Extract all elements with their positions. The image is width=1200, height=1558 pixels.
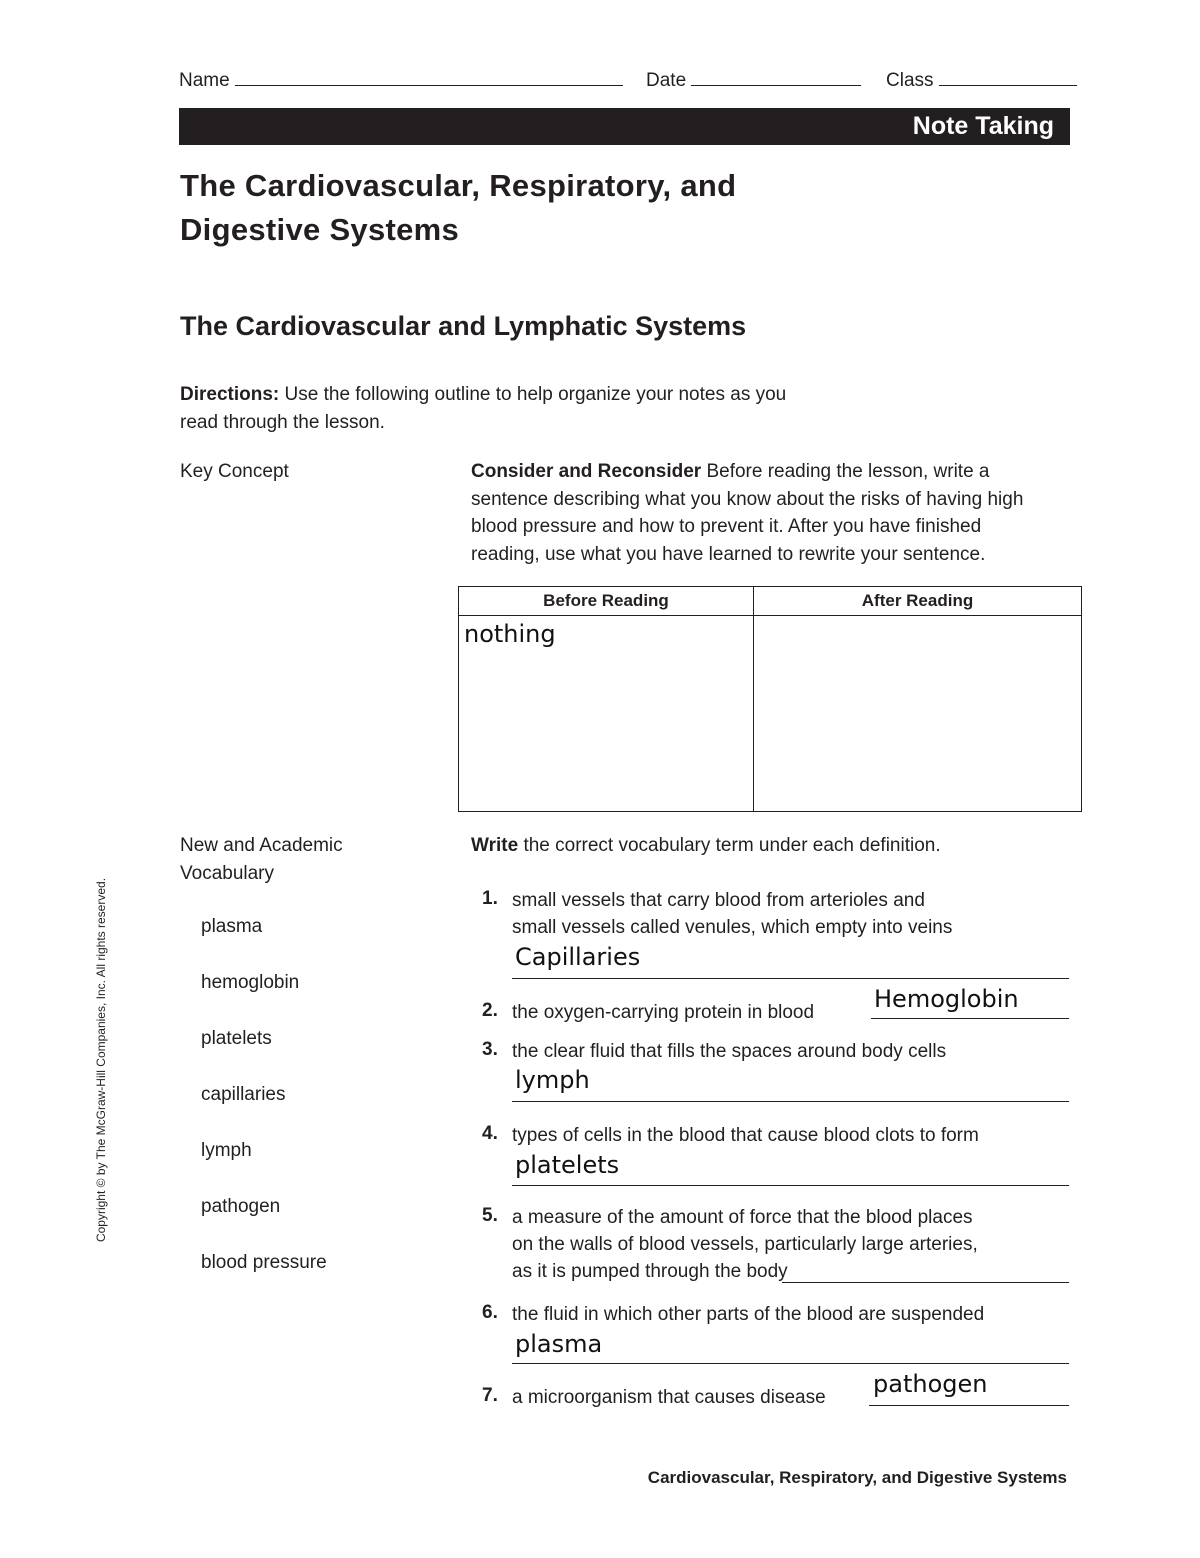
page-footer: Cardiovascular, Respiratory, and Digestive Systems [647, 1468, 1067, 1487]
instruction-text: the correct vocabulary term under each definition. [518, 835, 941, 856]
question-text [512, 1204, 978, 1285]
directions [180, 381, 786, 437]
name-field-row [179, 70, 623, 92]
answer-text: platelets [515, 1151, 620, 1179]
lesson-title: The Cardiovascular and Lymphatic Systems [180, 311, 747, 341]
question-number: 2. [482, 1000, 498, 1021]
vocabulary-label [180, 832, 343, 888]
after-reading-cell[interactable] [754, 616, 1082, 812]
prompt-line-4: reading, use what you have learned to rewrite your sentence. [471, 543, 986, 565]
vocabulary-label-1: New and Academic [180, 835, 343, 856]
answer-line[interactable] [512, 1101, 1069, 1102]
class-field-row [886, 70, 1077, 92]
vocabulary-instruction [471, 832, 941, 860]
directions-label: Directions: [180, 384, 280, 405]
section-band [179, 108, 1070, 145]
band-label: Note Taking [912, 112, 1054, 140]
vocabulary-label-2: Vocabulary [180, 863, 275, 884]
date-label: Date [646, 70, 687, 91]
vocab-term: blood pressure [201, 1252, 327, 1273]
answer-text: Hemoglobin [874, 985, 1019, 1013]
question-line: as it is pumped through the body [512, 1261, 788, 1282]
answer-line[interactable] [782, 1282, 1069, 1283]
question-number: 7. [482, 1385, 498, 1406]
class-blank[interactable] [939, 71, 1077, 86]
title-line-2: Digestive Systems [180, 212, 460, 247]
prompt-line-2: sentence describing what you know about the risks of having high [471, 488, 1024, 510]
answer-text: plasma [515, 1330, 603, 1358]
answer-line[interactable] [869, 1405, 1069, 1406]
before-reading-header: Before Reading [459, 587, 754, 616]
vocab-term: plasma [201, 916, 263, 937]
directions-text-2: read through the lesson. [180, 412, 385, 433]
prompt-line-3: blood pressure and how to prevent it. After you have finished [471, 516, 982, 537]
question-number: 4. [482, 1123, 498, 1144]
answer-text: pathogen [873, 1370, 988, 1398]
directions-text-1: Use the following outline to help organize your notes as you [279, 384, 787, 405]
answer-line[interactable] [512, 1185, 1069, 1186]
vocab-term: lymph [201, 1140, 252, 1161]
copyright-notice: Copyright © by The McGraw-Hill Companies, Inc. All rights reserved. [94, 877, 108, 1243]
before-reading-answer: nothing [464, 620, 556, 648]
answer-line[interactable] [512, 978, 1069, 979]
vocab-term: pathogen [201, 1196, 281, 1217]
question-number: 1. [482, 888, 498, 909]
question-line: small vessels called venules, which empty into veins [512, 917, 953, 938]
question-text [512, 887, 952, 941]
question-text: the clear fluid that fills the spaces around body cells [512, 1041, 947, 1062]
vocab-term: capillaries [201, 1084, 286, 1105]
reading-table [458, 586, 1082, 812]
answer-text: Capillaries [515, 943, 641, 971]
prompt-bold: Consider and Reconsider [471, 461, 702, 482]
date-blank[interactable] [691, 71, 861, 86]
question-line: small vessels that carry blood from arterioles and [512, 890, 925, 911]
name-blank[interactable] [235, 71, 623, 86]
answer-line[interactable] [871, 1018, 1069, 1019]
prompt-line-1: Before reading the lesson, write a [701, 461, 990, 482]
date-field-row [646, 70, 861, 92]
question-number: 6. [482, 1302, 498, 1323]
key-concept-prompt [471, 458, 1023, 568]
key-concept-label: Key Concept [180, 461, 289, 482]
answer-text: lymph [515, 1066, 590, 1094]
question-line: a measure of the amount of force that the blood places [512, 1207, 973, 1228]
name-label: Name [179, 70, 230, 91]
question-text: the fluid in which other parts of the blood are suspended [512, 1304, 985, 1325]
question-text: the oxygen-carrying protein in blood [512, 1002, 815, 1023]
before-reading-cell[interactable] [459, 616, 754, 812]
question-line: on the walls of blood vessels, particularly large arteries, [512, 1234, 978, 1255]
question-number: 5. [482, 1205, 498, 1226]
instruction-bold: Write [471, 835, 519, 856]
vocab-term: hemoglobin [201, 972, 300, 993]
after-reading-header: After Reading [754, 587, 1082, 616]
answer-line[interactable] [512, 1363, 1069, 1364]
question-text: types of cells in the blood that cause blood clots to form [512, 1125, 979, 1146]
question-number: 3. [482, 1039, 498, 1060]
title-line-1: The Cardiovascular, Respiratory, and [180, 168, 737, 203]
page-title [180, 164, 736, 252]
vocab-term: platelets [201, 1028, 272, 1049]
question-text: a microorganism that causes disease [512, 1387, 826, 1408]
class-label: Class [886, 70, 934, 91]
